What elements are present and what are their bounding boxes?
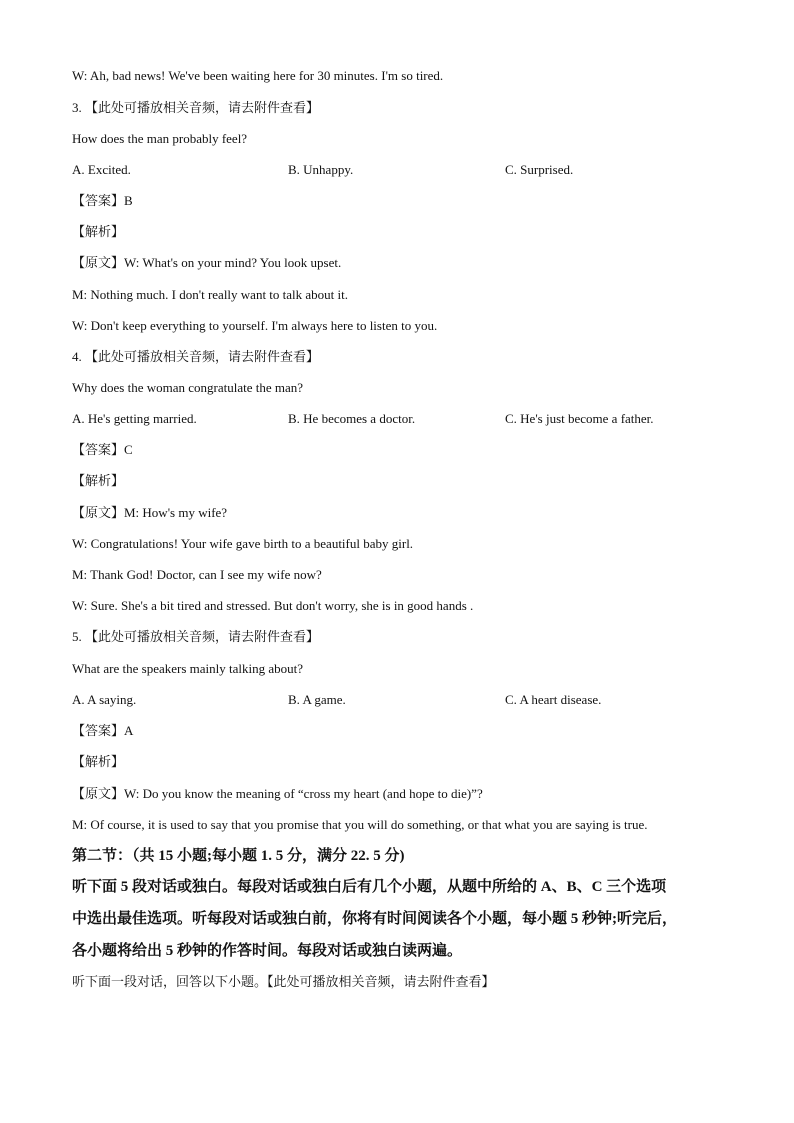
- q3-answer: 【答案】B: [72, 193, 133, 208]
- q5-option-a: A. A saying.: [72, 692, 137, 707]
- q4-option-c: C. He's just become a father.: [505, 411, 654, 426]
- q4-option-a: A. He's getting married.: [72, 411, 197, 426]
- q5-analysis: 【解析】: [72, 754, 125, 769]
- section-2-prompt: 听下面一段对话，回答以下小题。【此处可播放相关音频，请去附件查看】: [72, 974, 495, 989]
- q3-transcript-line: M: Nothing much. I don't really want to talk about it.: [72, 287, 349, 302]
- q4-answer: 【答案】C: [72, 442, 133, 457]
- question-4-text: Why does the woman congratulate the man?: [72, 380, 304, 395]
- question-5-header: 5. 【此处可播放相关音频，请去附件查看】: [72, 629, 320, 644]
- q4-option-b: B. He becomes a doctor.: [288, 411, 416, 426]
- q3-analysis: 【解析】: [72, 224, 125, 239]
- q3-option-c: C. Surprised.: [505, 162, 574, 177]
- section-2-instructions: 各小题将给出 5 秒钟的作答时间。每段对话或独白读两遍。: [72, 943, 463, 959]
- q3-transcript-line: 【原文】W: What's on your mind? You look upset.: [72, 255, 342, 270]
- dialogue-line: W: Ah, bad news! We've been waiting here for 30 minutes. I'm so tired.: [72, 68, 444, 83]
- q5-transcript-line: M: Of course, it is used to say that you promise that you will do something, or that what you are saying is true.: [72, 817, 648, 832]
- q5-option-c: C. A heart disease.: [505, 692, 602, 707]
- q5-answer: 【答案】A: [72, 723, 134, 738]
- q3-option-a: A. Excited.: [72, 162, 131, 177]
- section-2-instructions: 中选出最佳选项。听每段对话或独白前，你将有时间阅读各个小题，每小题 5 秒钟;听完后，: [72, 911, 677, 927]
- section-2-instructions: 听下面 5 段对话或独白。每段对话或独白后有几个小题，从题中所给的 A、B、C 三个选项: [72, 879, 667, 895]
- q5-transcript-line: 【原文】W: Do you know the meaning of “cross my heart (and hope to die)”?: [72, 786, 483, 801]
- q4-transcript-line: W: Congratulations! Your wife gave birth to a beautiful baby girl.: [72, 536, 414, 551]
- section-2-title: 第二节：（共 15 小题;每小题 1. 5 分，满分 22. 5 分): [72, 848, 405, 864]
- question-3-header: 3. 【此处可播放相关音频，请去附件查看】: [72, 100, 320, 115]
- question-4-header: 4. 【此处可播放相关音频，请去附件查看】: [72, 349, 320, 364]
- q4-transcript-line: M: Thank God! Doctor, can I see my wife now?: [72, 567, 322, 582]
- q4-analysis: 【解析】: [72, 473, 125, 488]
- question-5-text: What are the speakers mainly talking about?: [72, 661, 304, 676]
- question-3-text: How does the man probably feel?: [72, 131, 248, 146]
- q5-option-b: B. A game.: [288, 692, 346, 707]
- q3-transcript-line: W: Don't keep everything to yourself. I'm always here to listen to you.: [72, 318, 438, 333]
- q4-transcript-line: W: Sure. She's a bit tired and stressed. But don't worry, she is in good hands .: [72, 598, 474, 613]
- q4-transcript-line: 【原文】M: How's my wife?: [72, 505, 228, 520]
- q3-option-b: B. Unhappy.: [288, 162, 354, 177]
